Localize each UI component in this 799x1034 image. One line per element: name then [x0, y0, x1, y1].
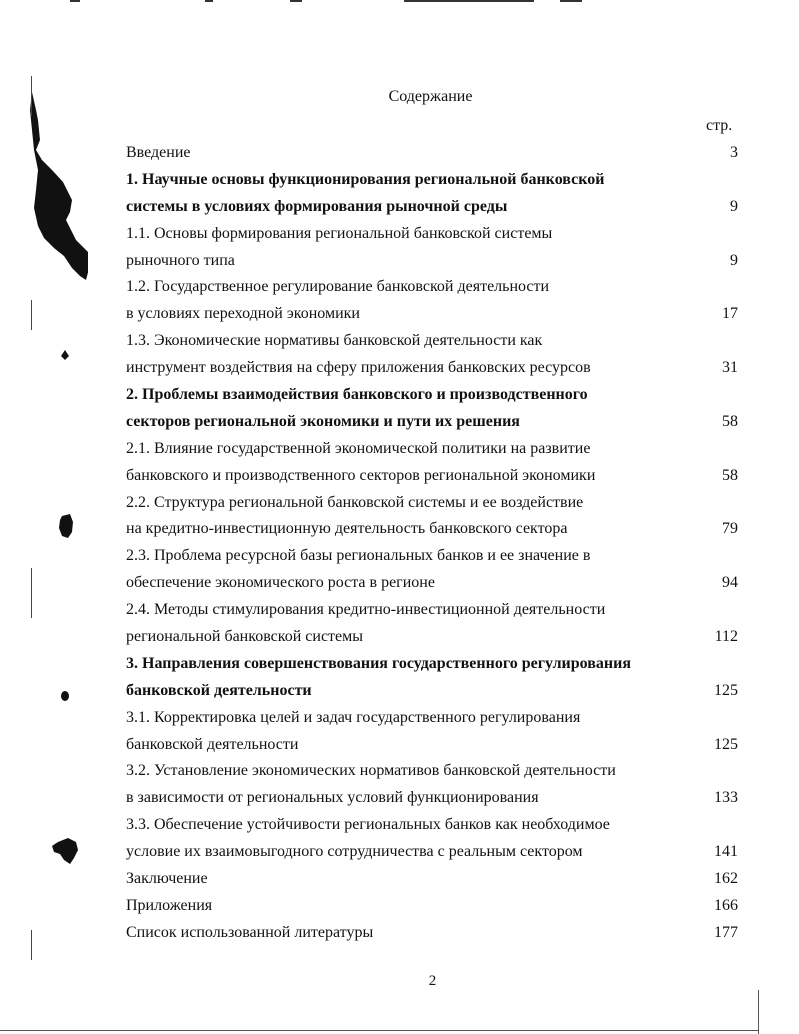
- toc-line: [126, 490, 738, 517]
- toc-page-number: 9: [730, 251, 738, 269]
- toc-page-number: 79: [722, 520, 738, 538]
- toc-line-text: 1.3. Экономические нормативы банковской деятельности как: [126, 332, 543, 350]
- toc-line: [126, 409, 738, 436]
- toc-page-number: 17: [722, 305, 738, 323]
- toc-line-text: 2.2. Структура региональной банковской системы и ее воздействие: [126, 493, 584, 511]
- toc-page-number: 177: [714, 923, 738, 941]
- toc-line-text: банковской деятельности: [126, 735, 299, 753]
- scan-dot-1: [60, 350, 70, 360]
- scan-left-line-4: [31, 930, 32, 960]
- toc-line: [126, 732, 738, 759]
- toc-line-text: 3.3. Обеспечение устойчивости региональных банков как необходимое: [126, 816, 610, 834]
- toc-page-number: 162: [714, 870, 738, 888]
- toc-line-text: 2. Проблемы взаимодействия банковского и производственного: [126, 386, 588, 404]
- toc-page-number: 31: [722, 359, 738, 377]
- toc-line-text: инструмент воздействия на сферу приложения банковских ресурсов: [126, 359, 591, 377]
- page-title: Содержание: [388, 88, 473, 105]
- toc-line: [126, 167, 738, 194]
- scan-left-line-2: [31, 300, 32, 330]
- toc-line-text: в зависимости от региональных условий функционирования: [126, 789, 539, 807]
- toc-line-text: системы в условиях формирования рыночной среды: [126, 197, 508, 215]
- toc-line: [126, 651, 738, 678]
- toc-line-text: рыночного типа: [126, 251, 235, 269]
- toc-line: [126, 194, 738, 221]
- toc-line-text: Список использованной литературы: [126, 923, 374, 941]
- toc-page-number: 94: [722, 574, 738, 592]
- toc-line: [126, 758, 738, 785]
- toc-line: [126, 570, 738, 597]
- scan-top-marks: [0, 0, 799, 4]
- scan-right-line: [758, 990, 759, 1034]
- toc-line: [126, 705, 738, 732]
- toc-line-text: 2.3. Проблема ресурсной базы региональных банков и ее значение в: [126, 547, 591, 565]
- toc-line: [126, 812, 738, 839]
- page-number: 2: [428, 973, 437, 989]
- toc-line-text: обеспечение экономического роста в регионе: [126, 574, 435, 592]
- toc-page-number: 58: [722, 466, 738, 484]
- toc-line-text: Введение: [126, 144, 191, 161]
- toc-line: [126, 543, 738, 570]
- toc-line: [126, 274, 738, 301]
- toc-line: [126, 301, 738, 328]
- toc-page-number: 3: [730, 144, 738, 161]
- toc-line: [126, 785, 738, 812]
- toc-line: [126, 221, 738, 248]
- toc-line-text: Приложения: [126, 896, 213, 914]
- toc-line-text: секторов региональной экономики и пути их решения: [126, 412, 520, 430]
- toc-line-text: на кредитно-инвестиционную деятельность банковского сектора: [126, 520, 568, 538]
- toc-line: [126, 516, 738, 543]
- toc-line: [126, 893, 738, 920]
- toc-line-text: банковского и производственного секторов региональной экономики: [126, 466, 596, 484]
- toc-line: [126, 436, 738, 463]
- toc-line-text: условие их взаимовыгодного сотрудничества с реальным сектором: [126, 843, 583, 861]
- toc-line: [126, 866, 738, 893]
- toc-page-number: 166: [714, 896, 738, 914]
- scan-left-line-3: [31, 568, 32, 618]
- toc-page-number: 58: [722, 412, 738, 430]
- toc-line: [126, 463, 738, 490]
- toc-line: [126, 248, 738, 275]
- toc-line-text: банковской деятельности: [126, 681, 312, 699]
- table-of-contents: [126, 140, 738, 947]
- toc-line-text: 1.1. Основы формирования региональной банковской системы: [126, 224, 553, 242]
- toc-line: [126, 382, 738, 409]
- toc-line: [126, 624, 738, 651]
- toc-line-text: 3. Направления совершенствования государственного регулирования: [126, 654, 631, 672]
- scan-blot-top-left: [28, 90, 88, 290]
- scan-bottom-line: [0, 1030, 759, 1031]
- toc-line-text: Заключение: [126, 870, 208, 888]
- toc-line-text: 2.1. Влияние государственной экономической политики на развитие: [126, 439, 591, 457]
- toc-page-number: 125: [714, 681, 738, 699]
- page-column-label: стр.: [706, 117, 733, 134]
- toc-page-number: 125: [714, 735, 738, 753]
- toc-line: [126, 920, 738, 947]
- toc-line-text: региональной банковской системы: [126, 628, 364, 646]
- toc-line: [126, 140, 738, 167]
- toc-page-number: 9: [730, 197, 738, 215]
- scan-blot-2: [58, 514, 74, 538]
- toc-page-number: 141: [714, 843, 738, 861]
- toc-line: [126, 597, 738, 624]
- toc-page-number: 112: [714, 628, 738, 646]
- toc-line-text: 3.2. Установление экономических нормативов банковской деятельности: [126, 762, 616, 780]
- toc-line: [126, 328, 738, 355]
- toc-line-text: 1.2. Государственное регулирование банковской деятельности: [126, 278, 550, 296]
- toc-line: [126, 355, 738, 382]
- toc-line: [126, 839, 738, 866]
- toc-page-number: 133: [714, 789, 738, 807]
- toc-line: [126, 678, 738, 705]
- scan-dot-3: [60, 690, 70, 702]
- toc-line-text: в условиях переходной экономики: [126, 305, 360, 323]
- toc-line-text: 1. Научные основы функционирования региональной банковской: [126, 170, 605, 188]
- toc-line-text: 2.4. Методы стимулирования кредитно-инвестиционной деятельности: [126, 601, 606, 619]
- scan-blot-4: [52, 838, 80, 864]
- toc-line-text: 3.1. Корректировка целей и задач государственного регулирования: [126, 708, 581, 726]
